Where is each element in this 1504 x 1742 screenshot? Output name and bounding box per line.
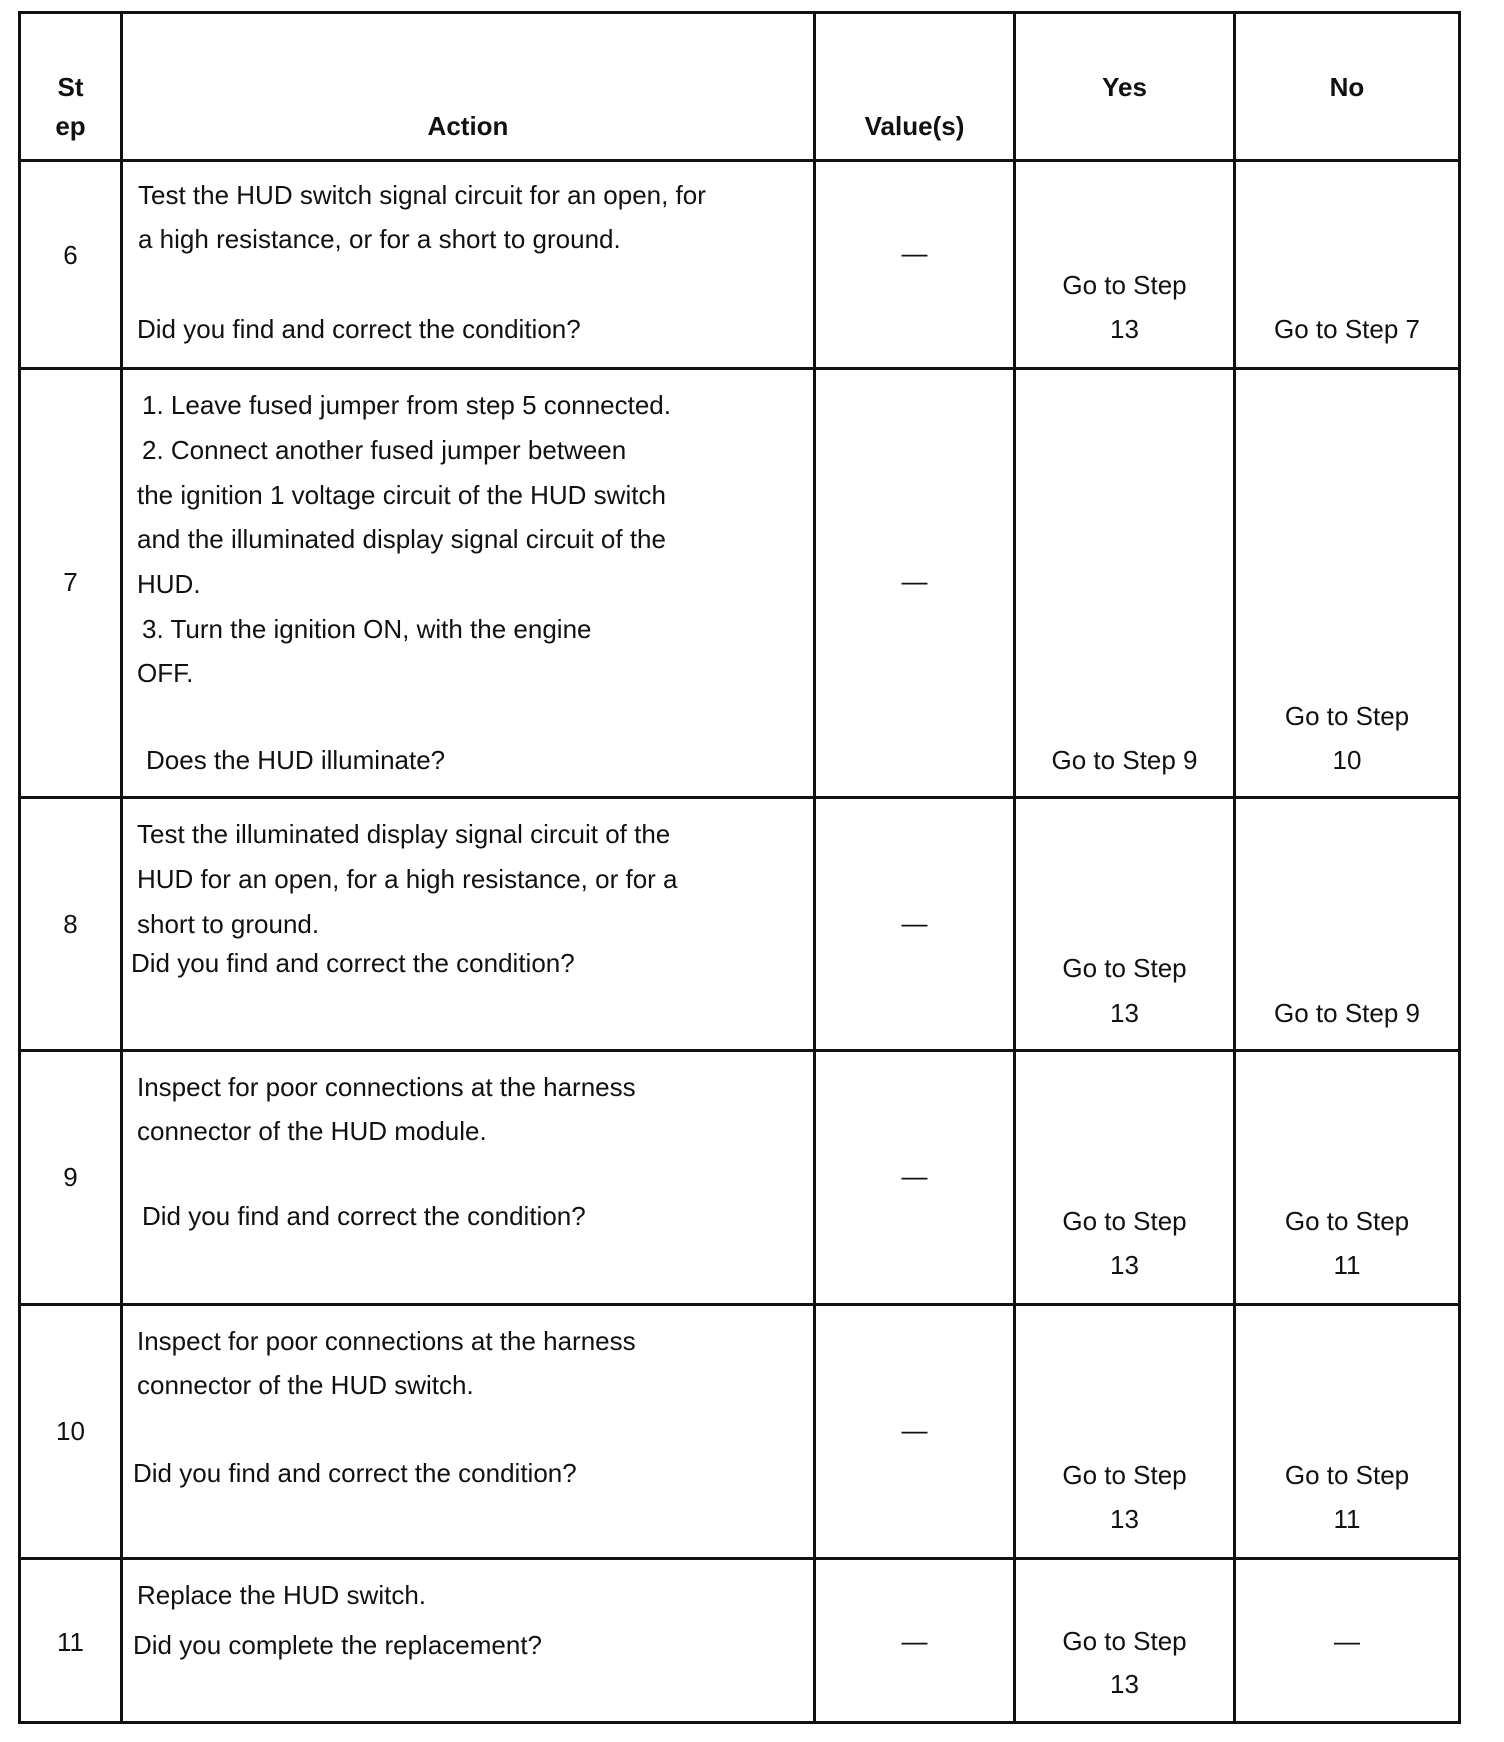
yes-cell: [1015, 1559, 1235, 1723]
step-number: 11: [57, 1627, 84, 1657]
step-number: 10: [56, 1416, 85, 1446]
action-question: Did you complete the replacement?: [133, 1630, 543, 1660]
yes-line: Go to Step: [1062, 1206, 1187, 1236]
action-line: Inspect for poor connections at the harness: [137, 1072, 636, 1102]
table-row: [20, 1559, 1460, 1723]
action-cell: [122, 1559, 815, 1723]
yes-line: Go to Step: [1062, 953, 1187, 983]
no-line: 11: [1333, 1250, 1361, 1280]
no-dash: —: [1334, 1626, 1360, 1656]
yes-line: 13: [1110, 1250, 1139, 1280]
step-number: 6: [63, 240, 78, 270]
action-question: Did you find and correct the condition?: [131, 948, 575, 978]
header-yes-label: Yes: [1102, 72, 1147, 102]
yes-cell: [1015, 1305, 1235, 1559]
action-line: 2. Connect another fused jumper between: [142, 435, 627, 465]
no-line: Go to Step: [1284, 701, 1410, 731]
value-dash: —: [901, 238, 928, 268]
value-dash: —: [901, 566, 928, 596]
no-cell: [1235, 369, 1460, 798]
header-yes: [1015, 13, 1235, 161]
value-dash: —: [901, 1626, 928, 1656]
table-row: [20, 798, 1460, 1051]
no-cell: [1235, 1305, 1460, 1559]
action-line: Test the HUD switch signal circuit for an open, for: [138, 180, 706, 210]
no-line: Go to Step 9: [1274, 998, 1420, 1028]
step-cell: [20, 161, 122, 369]
value-cell: [815, 1305, 1015, 1559]
action-line: Test the illuminated display signal circuit of the: [137, 819, 671, 849]
step-cell: [20, 1051, 122, 1305]
header-no-label: No: [1329, 72, 1365, 102]
no-line: Go to Step: [1284, 1206, 1410, 1236]
action-line: short to ground.: [137, 909, 320, 939]
yes-line: 13: [1110, 998, 1139, 1028]
yes-line: Go to Step: [1062, 1626, 1187, 1656]
no-line: Go to Step: [1284, 1460, 1410, 1490]
no-cell: [1235, 1559, 1460, 1723]
value-cell: [815, 369, 1015, 798]
value-cell: [815, 161, 1015, 369]
header-action-label: Action: [427, 111, 509, 141]
table-row: [20, 161, 1460, 369]
action-line: Replace the HUD switch.: [137, 1580, 426, 1610]
header-step: [20, 13, 122, 161]
action-line: connector of the HUD switch.: [137, 1370, 474, 1400]
yes-cell: [1015, 369, 1235, 798]
step-number: 7: [63, 567, 78, 597]
table-row: [20, 369, 1460, 798]
header-values: [815, 13, 1015, 161]
header-step-line1: St: [57, 72, 84, 102]
action-line: the ignition 1 voltage circuit of the HUD switch: [137, 480, 666, 510]
yes-line: Go to Step: [1062, 270, 1187, 300]
header-row: [20, 13, 1460, 161]
value-cell: [815, 798, 1015, 1051]
yes-line: 13: [1110, 1504, 1139, 1534]
action-question: Did you find and correct the condition?: [137, 314, 581, 344]
no-line: 10: [1332, 745, 1362, 775]
action-line: HUD.: [137, 569, 201, 599]
action-cell: [122, 161, 815, 369]
header-values-label: Value(s): [864, 111, 965, 141]
yes-cell: [1015, 798, 1235, 1051]
action-line: 3. Turn the ignition ON, with the engine: [142, 614, 592, 644]
no-cell: [1235, 161, 1460, 369]
step-cell: [20, 1559, 122, 1723]
value-dash: —: [901, 1161, 928, 1191]
yes-cell: [1015, 161, 1235, 369]
step-number: 9: [63, 1162, 78, 1192]
yes-line: 13: [1110, 314, 1139, 344]
action-line: 1. Leave fused jumper from step 5 connected.: [142, 390, 671, 420]
action-cell: [122, 798, 815, 1051]
table-row: [20, 1305, 1460, 1559]
value-dash: —: [901, 1415, 928, 1445]
action-line: OFF.: [137, 658, 194, 688]
yes-line: Go to Step: [1062, 1460, 1187, 1490]
yes-line: Go to Step 9: [1051, 745, 1198, 775]
value-dash: —: [901, 908, 928, 938]
yes-cell: [1015, 1051, 1235, 1305]
action-line: connector of the HUD module.: [137, 1116, 487, 1146]
diagnostic-table-sheet: [18, 11, 1458, 1721]
step-cell: [20, 798, 122, 1051]
action-cell: [122, 1305, 815, 1559]
header-no: [1235, 13, 1460, 161]
no-cell: [1235, 1051, 1460, 1305]
no-line: 11: [1333, 1504, 1361, 1534]
action-question: Does the HUD illuminate?: [146, 745, 446, 775]
value-cell: [815, 1051, 1015, 1305]
action-cell: [122, 369, 815, 798]
action-line: and the illuminated display signal circuit of the: [137, 524, 666, 554]
action-question: Did you find and correct the condition?: [142, 1201, 586, 1231]
table-row: [20, 1051, 1460, 1305]
header-action: [122, 13, 815, 161]
action-line: a high resistance, or for a short to ground.: [138, 224, 621, 254]
action-cell: [122, 1051, 815, 1305]
action-question: Did you find and correct the condition?: [133, 1458, 577, 1488]
no-line: Go to Step 7: [1274, 314, 1420, 344]
action-line: Inspect for poor connections at the harness: [137, 1326, 636, 1356]
step-cell: [20, 1305, 122, 1559]
step-number: 8: [63, 909, 78, 939]
header-step-line2: ep: [55, 111, 86, 141]
diagnostic-table: [18, 11, 1461, 1724]
action-line: HUD for an open, for a high resistance, or for a: [137, 864, 678, 894]
yes-line: 13: [1110, 1669, 1139, 1699]
step-cell: [20, 369, 122, 798]
value-cell: [815, 1559, 1015, 1723]
no-cell: [1235, 798, 1460, 1051]
